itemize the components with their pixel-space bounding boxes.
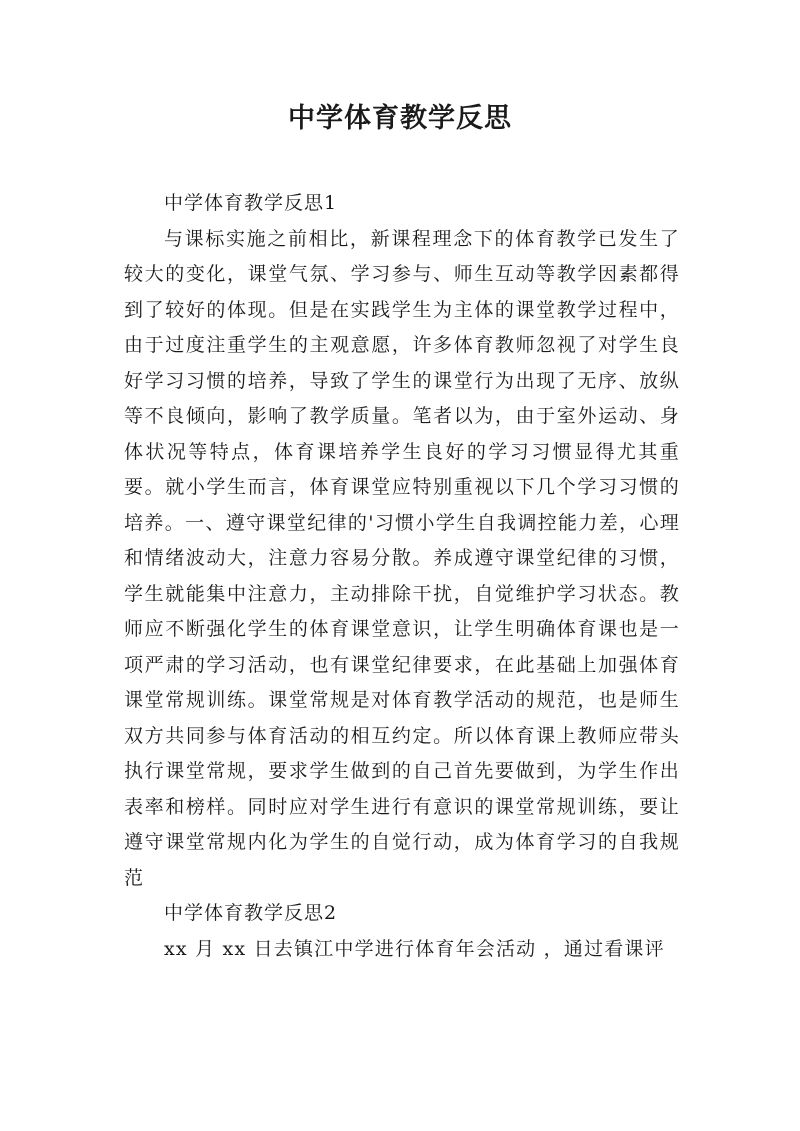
document-title: 中学体育教学反思 <box>288 103 512 134</box>
document-body <box>124 186 680 967</box>
section-heading-1: 中学体育教学反思1 <box>164 192 338 214</box>
section-paragraph-1: 与课标实施之前相比，新课程理念下的体育教学已发生了较大的变化，课堂气氛、学习参与、师生互动等教学因素都得到了较好的体现。但是在实践学生为主体的课堂教学过程中，由于过度注重学生的主观意愿，许多体育教师忽视了对学生良好学习习惯的培养，导致了学生的课堂行为出现了无序、放纵等不良倾向，影响了教学质量。笔者以为，由于室外运动、身体状况等特点，体育课培养学生良好的学习习惯显得尤其重要。就小学生而言，体育课堂应特别重视以下几个学习习惯的培养。一、遵守课堂纪律的'习惯小学生自我调控能力差，心理和情绪波动大，注意力容易分散。养成遵守课堂纪律的习惯，学生就能集中注意力，主动排除干扰，自觉维护学习状态。教师应不断强化学生的体育课堂意识，让学生明确体育课也是一项严肃的学习活动，也有课堂纪律要求，在此基础上加强体育课堂常规训练。课堂常规是对体育教学活动的规范，也是师生双方共同参与体育活动的相互约定。所以体育课上教师应带头执行课堂常规，要求学生做到的自己首先要做到，为学生作出表率和榜样。同时应对学生进行有意识的课堂常规训练，要让遵守课堂常规内化为学生的自觉行动，成为体育学习的自我规范 <box>124 227 680 889</box>
section-heading-2: 中学体育教学反思2 <box>164 902 338 924</box>
section-paragraph-2: xx 月 xx 日去镇江中学进行体育年会活动 ，通过看课评 <box>164 937 665 960</box>
